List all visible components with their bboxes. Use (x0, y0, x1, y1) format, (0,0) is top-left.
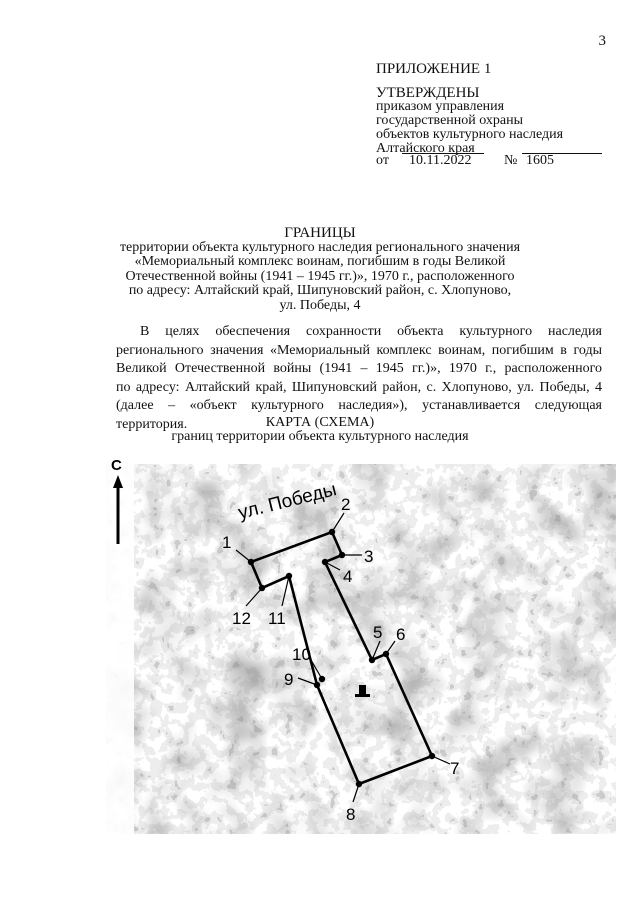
vertex-label: 4 (343, 567, 353, 586)
title-line: по адресу: Алтайский край, Шипуновский район, с. Хлопуново, (128, 283, 512, 298)
title-line: «Мемориальный комплекс воинам, погибшим в годы Великой (134, 254, 506, 269)
vertex-label: 6 (396, 625, 406, 644)
vertex-label: 11 (268, 609, 286, 628)
approval-line: государственной охраны (376, 113, 524, 128)
paragraph-line: В целях обеспечения сохранности объекта культурного наследия (140, 324, 602, 339)
approval-line: Алтайского края (376, 141, 475, 156)
order-number: 1605 (526, 153, 554, 168)
from-label: от (376, 153, 389, 168)
approval-line: приказом управления (376, 99, 505, 114)
paragraph-line: (далее – «объект культурного наследия»), устанавливается следующая территория. (116, 398, 602, 432)
approval-block (376, 62, 563, 156)
appendix-label: ПРИЛОЖЕНИЕ 1 (376, 61, 492, 77)
approval-line: объектов культурного наследия (376, 127, 564, 142)
aerial-photo-shadows (106, 458, 616, 834)
map-title (0, 416, 640, 444)
page-number: 3 (598, 33, 606, 49)
vertex-label: 12 (232, 609, 251, 628)
title-line: территории объекта культурного наследия регионального значения (119, 239, 521, 255)
vertex-label: 2 (341, 495, 351, 514)
vertex-label: 3 (364, 547, 374, 566)
order-details (376, 153, 606, 171)
paragraph-line: по адресу: Алтайский край, Шипуновский район, с. Хлопуново, ул. Победы, 4 (116, 379, 602, 395)
vertex-label: 5 (373, 623, 383, 642)
title-line: Отечественной войны (1941 – 1945 гг.)», 1970 г., расположенного (125, 268, 515, 284)
paragraph-line: регионального значения «Мемориальный комплекс воинам, погибшим в годы (116, 342, 602, 358)
number-label: № (504, 153, 518, 168)
vertex-label: 8 (346, 805, 356, 824)
order-date: 10.11.2022 (409, 153, 472, 168)
vertex-label: 1 (222, 533, 232, 552)
paragraph-line: Великой Отечественной войны (1941 – 1945 гг.)», 1970 г., расположенного (116, 361, 602, 376)
title-heading: ГРАНИЦЫ (284, 225, 356, 241)
map-subtitle: границ территории объекта культурного наследия (171, 429, 469, 444)
vertex-label: 9 (284, 670, 294, 689)
vertex-label: 7 (450, 759, 460, 778)
title-line: ул. Победы, 4 (279, 297, 361, 313)
boundary-map (106, 458, 616, 834)
street-label: ул. Победы (236, 479, 339, 524)
map-heading: КАРТА (СХЕМА) (265, 415, 375, 430)
document-title (0, 226, 640, 313)
vertex-label: 10 (292, 645, 311, 664)
north-label: С (111, 458, 122, 474)
approved-label: УТВЕРЖДЕНЫ (376, 85, 480, 101)
